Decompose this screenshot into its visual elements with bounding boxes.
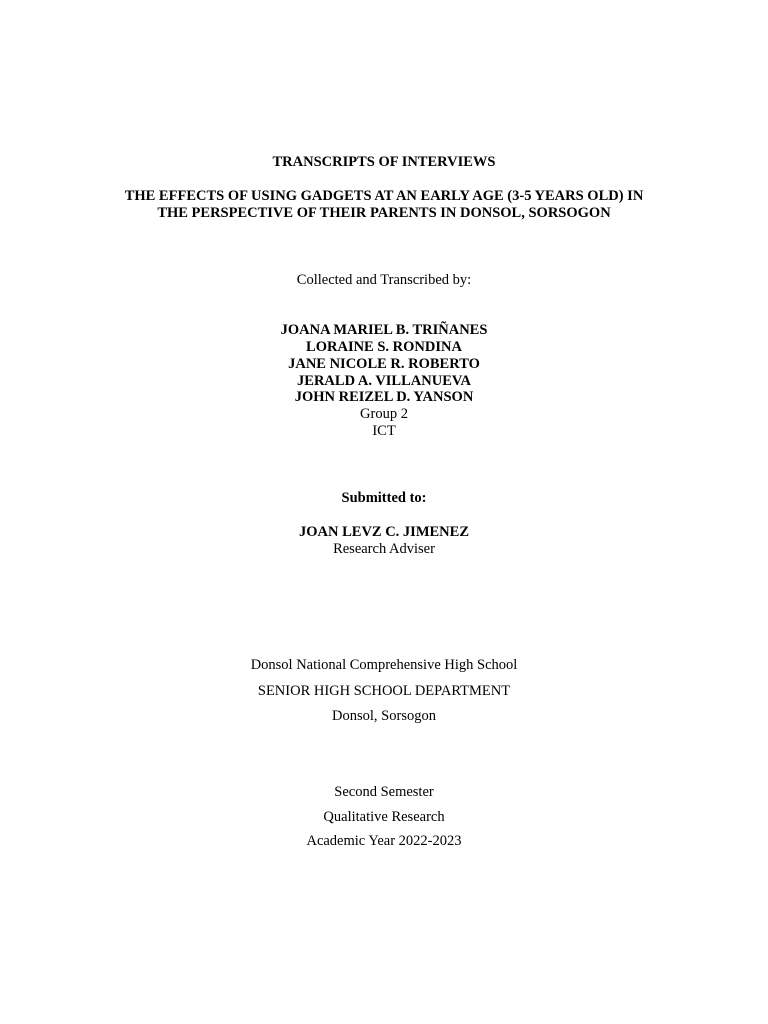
collected-label: Collected and Transcribed by:	[296, 272, 472, 288]
submitted-label: Submitted to:	[341, 490, 427, 506]
school-location: Donsol, Sorsogon	[332, 708, 436, 724]
subject-label: Qualitative Research	[323, 809, 445, 825]
author-name: JOHN REIZEL D. YANSON	[294, 389, 474, 405]
title-line-2: THE PERSPECTIVE OF THEIR PARENTS IN DONSOL, SORSOGON	[157, 205, 611, 221]
author-name: JERALD A. VILLANUEVA	[297, 373, 471, 389]
academic-year-label: Academic Year 2022-2023	[306, 833, 462, 849]
semester-label: Second Semester	[334, 784, 434, 800]
author-name: JANE NICOLE R. ROBERTO	[288, 356, 480, 372]
adviser-name: JOAN LEVZ C. JIMENEZ	[299, 524, 469, 540]
document-heading: TRANSCRIPTS OF INTERVIEWS	[272, 154, 496, 170]
author-name: JOANA MARIEL B. TRIÑANES	[280, 322, 488, 338]
adviser-role: Research Adviser	[333, 541, 435, 557]
group-label: Group 2	[360, 406, 408, 422]
strand-label: ICT	[372, 423, 396, 439]
author-name: LORAINE S. RONDINA	[306, 339, 462, 355]
school-name: Donsol National Comprehensive High School	[250, 657, 518, 673]
title-line-1: THE EFFECTS OF USING GADGETS AT AN EARLY AGE (3-5 YEARS OLD) IN	[124, 188, 644, 204]
department-name: SENIOR HIGH SCHOOL DEPARTMENT	[257, 683, 511, 699]
